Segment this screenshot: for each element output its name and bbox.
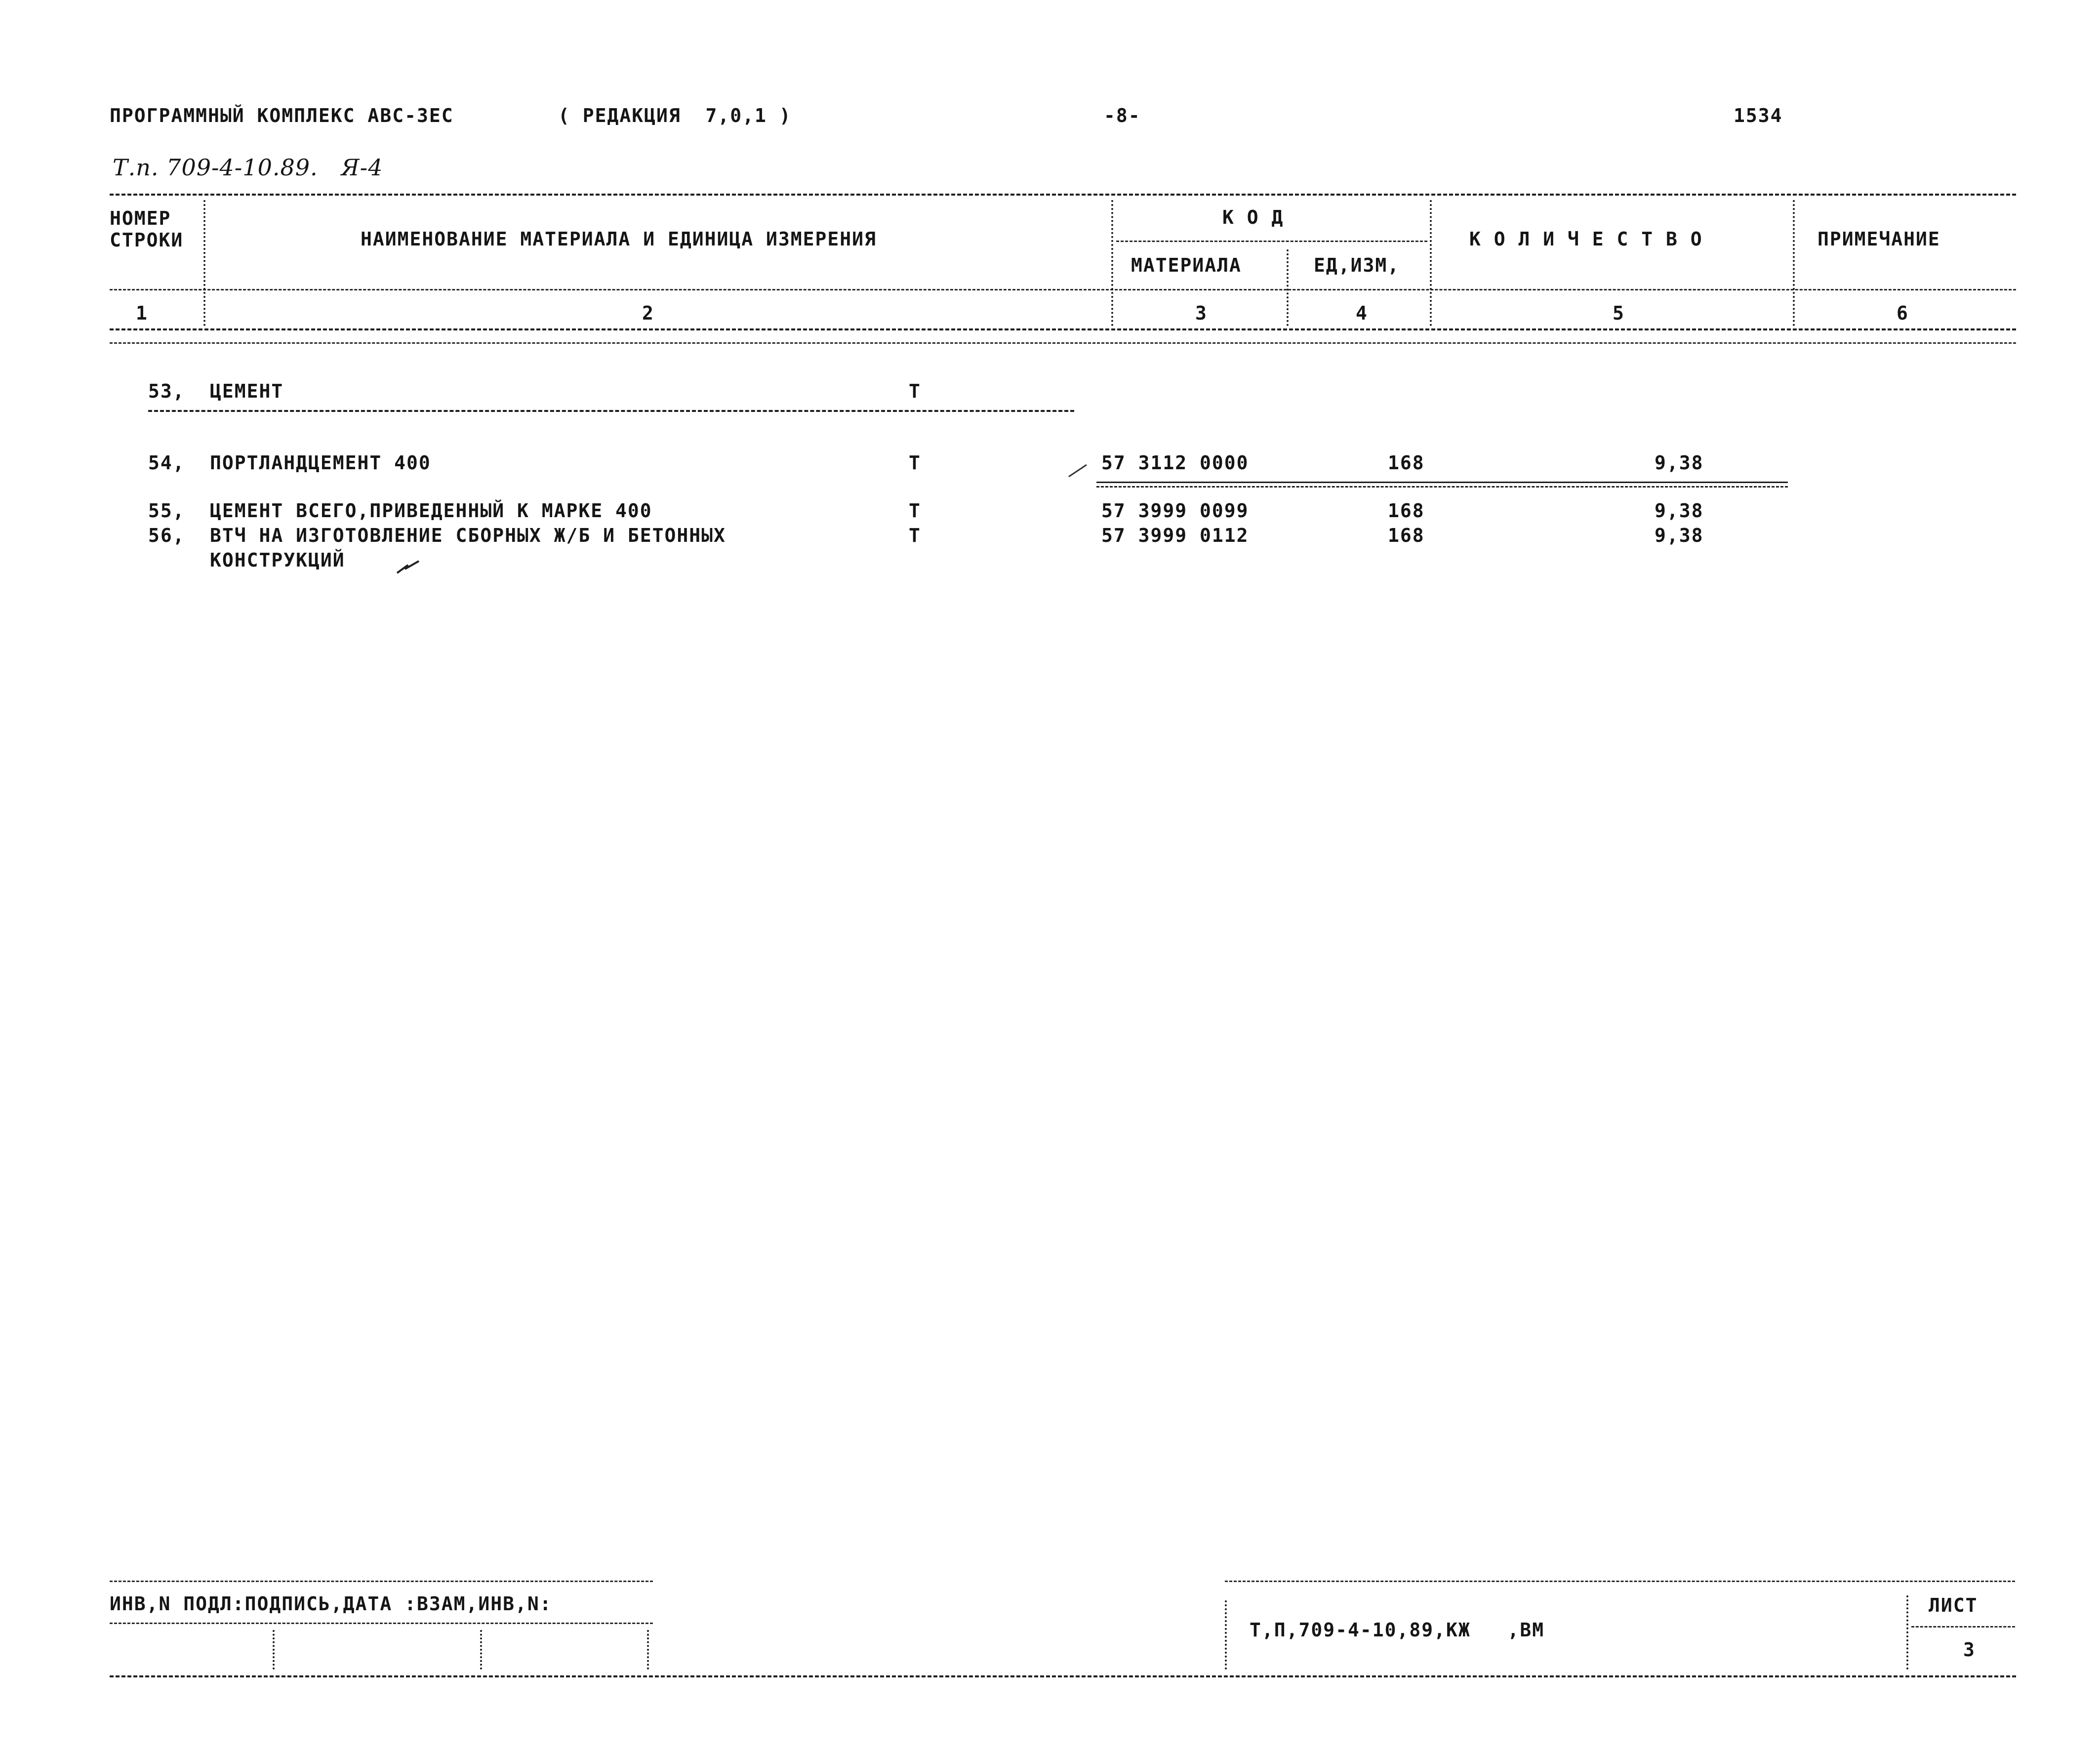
program-title: ПРОГРАММНЫЙ КОМПЛЕКС АВС-3ЕС	[110, 105, 454, 126]
col-separator-4	[1793, 200, 1795, 326]
column-number-5: 5	[1613, 302, 1625, 324]
row-56-name: ВТЧ НА ИЗГОТОВЛЕНИЕ СБОРНЫХ Ж/Б И БЕТОННЫХ	[210, 525, 726, 546]
stamp-sep-2	[480, 1630, 482, 1669]
row-55-name: ЦЕМЕНТ ВСЕГО,ПРИВЕДЕННЫЙ К МАРКЕ 400	[210, 500, 652, 522]
header-code-material: МАТЕРИАЛА	[1131, 254, 1242, 276]
sheet-box-border	[1906, 1595, 1908, 1669]
row-56-quantity: 9,38	[1655, 525, 1704, 546]
header-material-name: НАИМЕНОВАНИЕ МАТЕРИАЛА И ЕДИНИЦА ИЗМЕРЕНИЯ	[361, 228, 877, 250]
row-54-name: ПОРТЛАНДЦЕМЕНТ 400	[210, 452, 431, 474]
column-number-rule	[110, 328, 2016, 330]
sheet-box-rule	[1911, 1626, 2015, 1628]
edition-label: ( РЕДАКЦИЯ 7,0,1 )	[558, 105, 792, 126]
code-subheader-rule	[1116, 241, 1427, 242]
header-bottom-rule	[110, 289, 2016, 290]
title-block-top-rule	[1225, 1581, 2015, 1582]
column-number-2: 2	[642, 302, 654, 324]
row-54-unit-code: 168	[1388, 452, 1425, 474]
row-53-unit: Т	[909, 380, 921, 402]
column-number-6: 6	[1897, 302, 1909, 324]
footer-bottom-rule	[110, 1675, 2016, 1677]
pen-mark-icon	[395, 557, 425, 577]
column-number-rule-2	[110, 342, 2016, 344]
row-54-total-rule	[1096, 482, 1788, 488]
col-separator-2	[1111, 200, 1113, 326]
row-56-unit: Т	[909, 525, 921, 546]
row-56-number: 56,	[148, 525, 185, 546]
sheet-label: ЛИСТ	[1929, 1594, 1978, 1616]
header-code: К О Д	[1222, 206, 1284, 228]
row-53-name: ЦЕМЕНТ	[210, 380, 284, 402]
row-56-unit-code: 168	[1388, 525, 1425, 546]
table-top-rule	[110, 194, 2016, 196]
row-56-name-continued: КОНСТРУКЦИЙ	[210, 549, 345, 571]
sheet-number: 3	[1963, 1639, 1976, 1661]
header-quantity: К О Л И Ч Е С Т В О	[1469, 228, 1703, 250]
column-number-1: 1	[136, 302, 148, 324]
stamp-sep-3	[647, 1630, 649, 1669]
row-54-code: 57 3112 0000	[1101, 452, 1249, 474]
document-number: 1534	[1734, 105, 1783, 126]
col-separator-code	[1287, 249, 1289, 326]
header-note: ПРИМЕЧАНИЕ	[1817, 228, 1940, 250]
stamp-labels: ИНВ,N ПОДЛ:ПОДПИСЬ,ДАТА :ВЗАМ,ИНВ,N:	[110, 1593, 552, 1615]
column-number-3: 3	[1195, 302, 1208, 324]
handwritten-reference: Т.п. 709-4-10.89. Я-4	[113, 154, 383, 181]
row-53-number: 53,	[148, 380, 185, 402]
row-55-unit-code: 168	[1388, 500, 1425, 522]
page-marker: -8-	[1104, 105, 1141, 126]
row-54-number: 54,	[148, 452, 185, 474]
row-55-number: 55,	[148, 500, 185, 522]
row-56-code: 57 3999 0112	[1101, 525, 1249, 546]
stamp-sep-1	[273, 1630, 275, 1669]
col-separator-1	[203, 200, 205, 326]
document-designation: Т,П,709-4-10,89,КЖ ,ВМ	[1250, 1619, 1545, 1641]
row-54-unit: Т	[909, 452, 921, 474]
col-separator-3	[1430, 200, 1432, 326]
row-55-unit: Т	[909, 500, 921, 522]
header-row-number: НОМЕР СТРОКИ	[110, 207, 184, 251]
row-54-quantity: 9,38	[1655, 452, 1704, 474]
header-code-unit: ЕД,ИЗМ,	[1314, 254, 1400, 276]
row-55-code: 57 3999 0099	[1101, 500, 1249, 522]
row-55-quantity: 9,38	[1655, 500, 1704, 522]
stamp-mid-rule	[110, 1623, 653, 1624]
title-block-left-border	[1225, 1600, 1227, 1669]
row-53-underline	[148, 410, 1074, 412]
column-number-4: 4	[1356, 302, 1368, 324]
check-mark-icon	[1067, 462, 1091, 479]
stamp-top-rule	[110, 1581, 653, 1582]
